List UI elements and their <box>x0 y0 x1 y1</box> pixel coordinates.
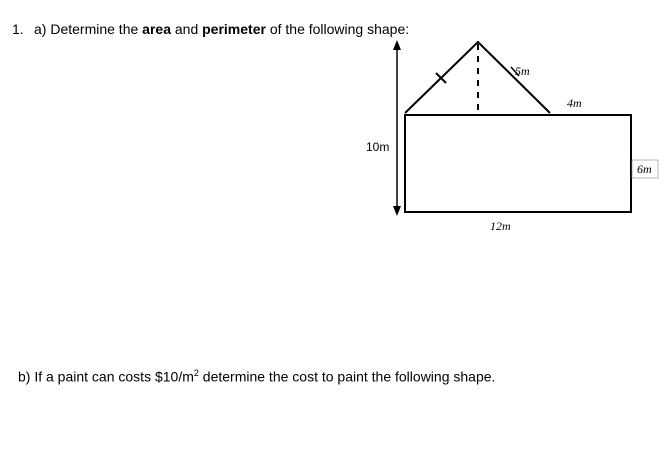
question-a-bold-perimeter: perimeter <box>202 21 266 37</box>
height-arrow-bottom-icon <box>393 206 401 216</box>
question-b-text-before: b) If a paint can costs $10/m <box>18 368 194 385</box>
label-base: 12m <box>490 219 511 233</box>
question-b <box>18 368 495 385</box>
label-slant: 5m <box>515 64 530 78</box>
question-b-superscript: 2 <box>193 368 199 378</box>
label-rect-height: 6m <box>637 162 652 176</box>
rectangle-outline <box>405 115 631 212</box>
question-a-middle: and <box>170 21 203 37</box>
label-right-slant: 4m <box>567 96 582 110</box>
height-arrow-top-icon <box>393 40 401 50</box>
question-a-prefix: a) Determine the <box>34 21 143 37</box>
label-total-height: 10m <box>366 140 390 154</box>
question-a-bold-area: area <box>142 21 171 37</box>
question-b-text-after: determine the cost to paint the following shape. <box>198 368 496 385</box>
question-a-suffix: of the following shape: <box>265 21 410 37</box>
question-number: 1. <box>12 21 24 37</box>
